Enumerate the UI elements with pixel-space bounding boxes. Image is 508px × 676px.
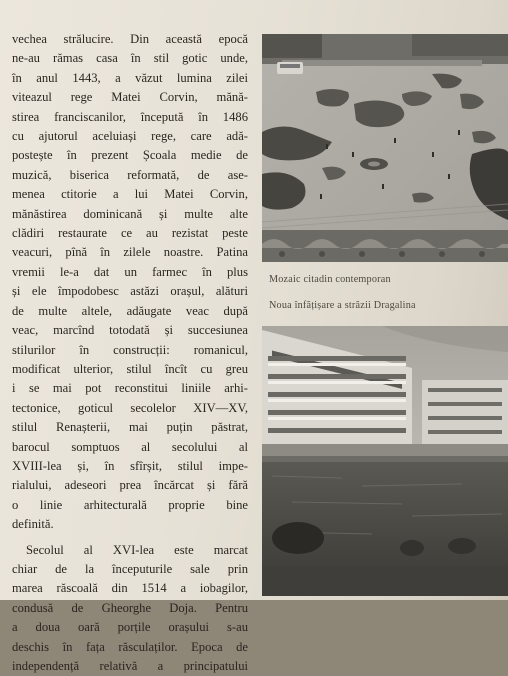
text-line: în anul 1443, a văzut lumina zilei xyxy=(12,70,248,85)
text-line: modificat ulterior, stilul încît cu greu xyxy=(12,361,248,376)
text-line: definită. xyxy=(12,517,54,532)
text-line: muzică, biserica reformată, de ase- xyxy=(12,167,248,182)
text-line: veacuri, pînă în zilele noastre. Patina xyxy=(12,245,248,260)
text-line: mănăstirea dominicană și multe alte xyxy=(12,206,248,221)
text-line: ne-au rămas casa în stil gotic unde, xyxy=(12,51,248,66)
text-line: postește în prezent Școala medie de xyxy=(12,148,248,163)
text-line: barocul somptuos al secolului al xyxy=(12,439,248,454)
paragraph-1 xyxy=(12,30,248,535)
text-line: stilul Renașterii, mai puțin păstrat, xyxy=(12,420,248,435)
text-line: vechea strălucire. Din această epocă xyxy=(12,32,248,46)
photo-dragalina-street xyxy=(262,326,508,596)
photo-city-mosaic xyxy=(262,34,508,262)
text-line: cu ajutorul aceluiași rege, care adă- xyxy=(12,129,248,144)
text-line: stirea franciscanilor, începută în 1486 xyxy=(12,109,248,124)
text-line: veac, marcînd totodată și succesiunea xyxy=(12,323,248,338)
text-line: rialului, adeseori prea încărcat și fără xyxy=(12,478,248,493)
text-line: și ele împodobesc astăzi orașul, alături xyxy=(12,284,248,299)
text-line: menea ctitorie a lui Matei Corvin, xyxy=(12,187,248,202)
text-line: vremii le-a dat un farmec în plus xyxy=(12,264,248,279)
text-line: marea răscoală din 1514 a iobagilor, xyxy=(12,581,248,596)
text-line: deschis în fața răsculaților. Epoca de xyxy=(12,639,248,654)
text-line: de multe altele, adăugate veac după xyxy=(12,303,248,318)
text-line: independență relativă a principatului xyxy=(12,659,248,673)
text-line: o linie arhitecturală proprie bine xyxy=(12,497,248,512)
text-line: Secolul al XVI-lea este marcat xyxy=(26,542,248,557)
caption-photo-1: Mozaic citadin contemporan xyxy=(269,274,391,285)
paragraph-2 xyxy=(12,541,248,676)
text-line: tectonice, goticul secolelor XIV—XV, xyxy=(12,400,248,415)
text-line: clădiri restaurate ce au rezistat peste xyxy=(12,226,248,241)
text-line: XVIII-lea și, în sfîrșit, stilul impe- xyxy=(12,458,248,473)
text-line: i se mai pot reconstitui liniile arhi- xyxy=(12,381,248,396)
text-line: viteazul rege Matei Corvin, mănă- xyxy=(12,90,248,105)
caption-photo-2: Noua înfățișare a străzii Dragalina xyxy=(269,300,416,311)
text-line: chiar de la începuturile sale prin xyxy=(12,561,248,576)
body-text-column xyxy=(12,30,248,676)
text-line: a doua oară porțile orașului s-au xyxy=(12,620,248,635)
text-line: condusă de Gheorghe Doja. Pentru xyxy=(12,600,248,615)
text-line: stilurilor în construcții: romanicul, xyxy=(12,342,248,357)
